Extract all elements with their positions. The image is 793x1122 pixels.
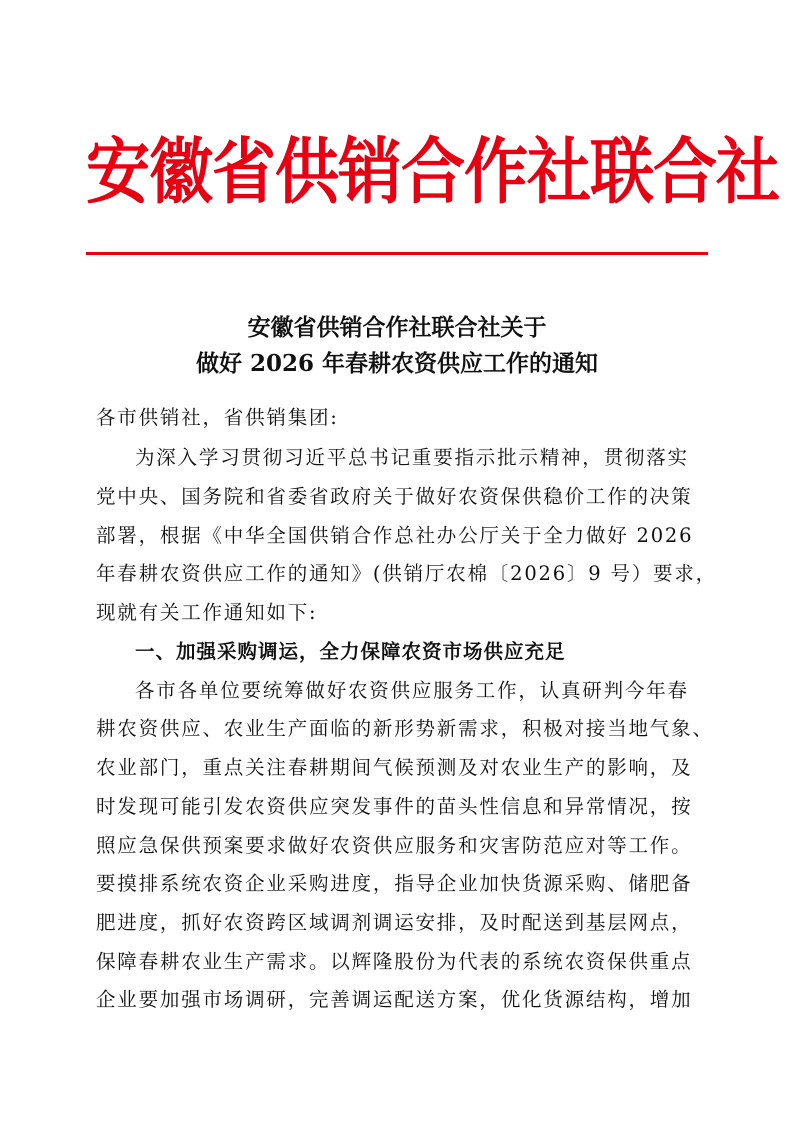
section-1-line: 农业部门，重点关注春耕期间气候预测及对农业生产的影响，及 [96, 756, 693, 779]
addressee: 各市供销社，省供销集团: [96, 406, 339, 429]
masthead-org-name: 安徽省供销合作社联合社 [86, 130, 779, 215]
section-1-line: 保障春耕农业生产需求。以辉隆股份为代表的系统农资保供重点 [96, 950, 693, 973]
intro-line: 现就有关工作通知如下: [96, 601, 318, 624]
section-1-line: 企业要加强市场调研，完善调运配送方案，优化货源结构，增加 [96, 988, 693, 1011]
document-title-line-2: 做好 2026 年春耕农资供应工作的通知 [195, 350, 599, 377]
intro-line: 为深入学习贯彻习近平总书记重要指示批示精神，贯彻落实 [135, 446, 689, 469]
section-1-heading: 一、加强采购调运，全力保障农资市场供应充足 [135, 640, 566, 663]
section-1-line: 要摸排系统农资企业采购进度，指导企业加快货源采购、储肥备 [96, 872, 693, 895]
intro-line: 党中央、国务院和省委省政府关于做好农资保供稳价工作的决策 [96, 485, 693, 508]
section-1-line: 耕农资供应、农业生产面临的新形势新需求，积极对接当地气象、 [96, 717, 714, 740]
document-title-line-1: 安徽省供销合作社联合社关于 [247, 314, 547, 341]
section-1-line: 时发现可能引发农资供应突发事件的苗头性信息和异常情况，按 [96, 795, 693, 818]
intro-line: 部署，根据《中华全国供销合作总社办公厅关于全力做好 2026 [96, 524, 694, 547]
masthead-red-rule [86, 252, 708, 255]
section-1-line: 各市各单位要统筹做好农资供应服务工作，认真研判今年春 [135, 679, 689, 702]
intro-line: 年春耕农资供应工作的通知》(供销厅农棉〔2026〕9 号）要求， [96, 562, 717, 585]
section-1-line: 照应急保供预案要求做好农资供应服务和灾害防范应对等工作。 [96, 834, 693, 857]
section-1-line: 肥进度，抓好农资跨区域调剂调运安排，及时配送到基层网点， [96, 911, 693, 934]
